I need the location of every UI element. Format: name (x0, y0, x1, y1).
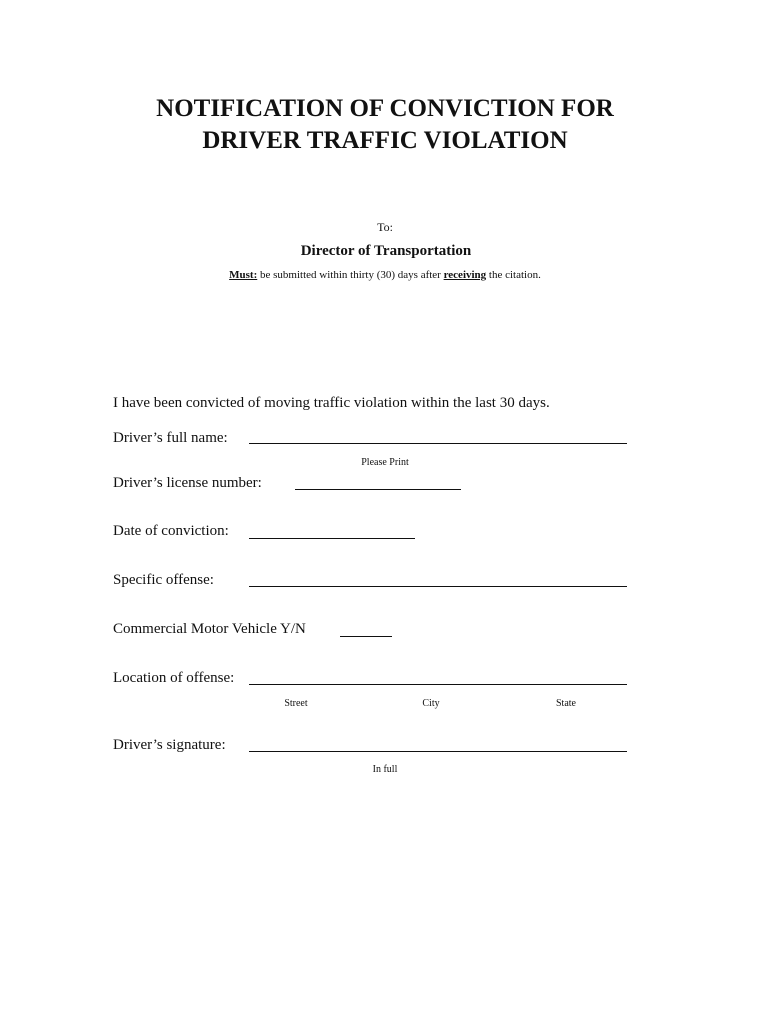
signature-hint: In full (372, 764, 398, 775)
to-label: To: (377, 220, 393, 234)
specific-offense-label: Specific offense: (113, 572, 214, 588)
conviction-date-field[interactable] (249, 538, 415, 539)
conviction-date-label: Date of conviction: (113, 523, 229, 539)
commercial-vehicle-label: Commercial Motor Vehicle Y/N (113, 621, 306, 637)
location-state-hint: State (556, 698, 576, 709)
conviction-statement: I have been convicted of moving traffic violation within the last 30 days. (113, 395, 550, 411)
signature-label: Driver’s signature: (113, 737, 226, 753)
notice-receiving: receiving (443, 269, 487, 281)
form-title-line-1: NOTIFICATION OF CONVICTION FOR (156, 95, 614, 122)
full-name-hint: Please Print (361, 457, 409, 468)
license-number-field[interactable] (295, 489, 461, 490)
notice-text-1: be submitted within thirty (30) days after (257, 269, 444, 281)
license-number-label: Driver’s license number: (113, 475, 262, 491)
recipient-name: Director of Transportation (300, 243, 472, 259)
location-city-hint: City (422, 698, 440, 709)
offense-location-label: Location of offense: (113, 670, 235, 686)
submission-notice (0, 269, 770, 281)
signature-field[interactable] (249, 751, 627, 752)
form-title-line-2: DRIVER TRAFFIC VIOLATION (202, 127, 568, 154)
full-name-field[interactable] (249, 443, 627, 444)
full-name-label: Driver’s full name: (113, 430, 228, 446)
offense-location-field[interactable] (249, 684, 627, 685)
notice-must: Must: (229, 269, 258, 281)
form-title (0, 93, 770, 157)
location-street-hint: Street (284, 698, 308, 709)
commercial-vehicle-field[interactable] (340, 636, 392, 637)
specific-offense-field[interactable] (249, 586, 627, 587)
notice-text-2: the citation. (486, 269, 541, 281)
